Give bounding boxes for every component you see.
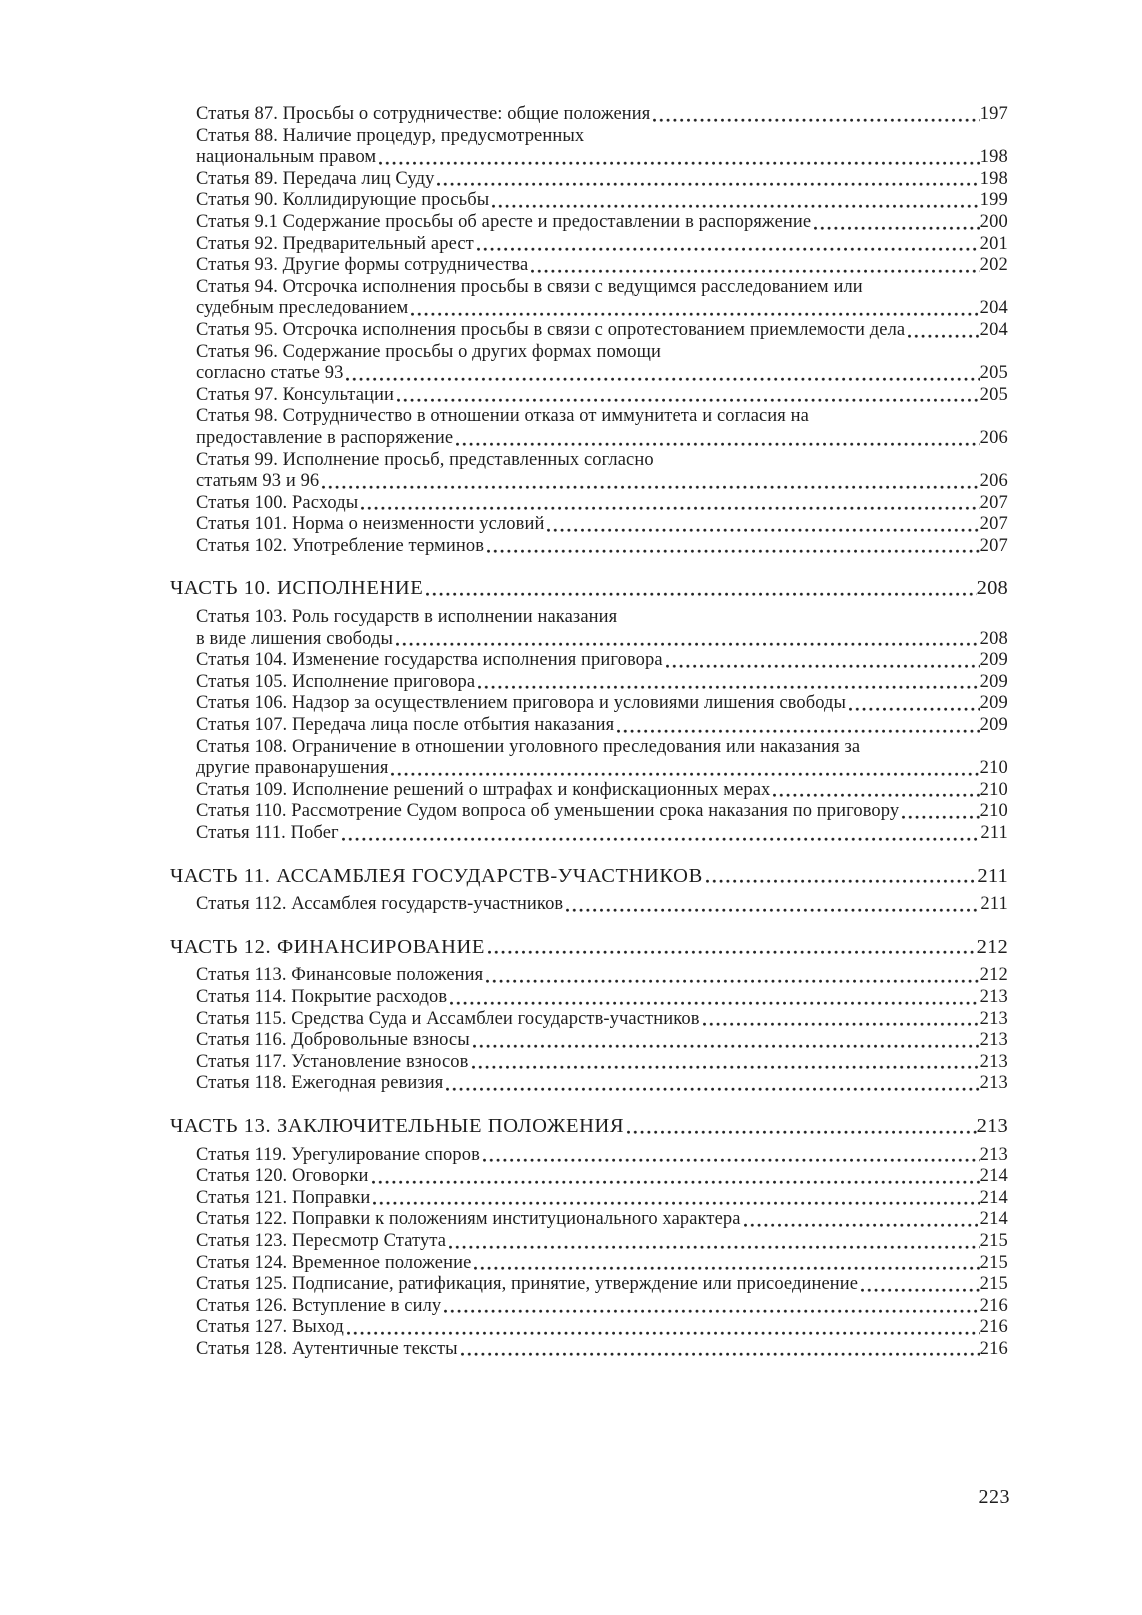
toc-entry-text: Статья 98. Сотрудничество в отношении отказа от иммунитета и согласия на xyxy=(196,406,809,427)
table-of-contents xyxy=(170,104,1008,1360)
toc-entry-page: 208 xyxy=(976,577,1008,600)
dotted-leader xyxy=(346,377,979,382)
toc-entry-page: 213 xyxy=(979,1008,1008,1029)
toc-entry-article xyxy=(170,1209,1008,1231)
toc-entry-page: 213 xyxy=(979,986,1008,1007)
toc-entry-article xyxy=(170,1052,1008,1074)
toc-entry-part xyxy=(170,1116,1008,1138)
dotted-leader xyxy=(908,334,979,339)
toc-entry-text: Статья 122. Поправки к положениям институционального характера xyxy=(196,1209,741,1230)
toc-entry-page: 211 xyxy=(977,864,1008,887)
toc-entry-page: 198 xyxy=(979,168,1008,189)
toc-entry-article xyxy=(170,1073,1008,1095)
toc-entry-page: 207 xyxy=(979,514,1008,535)
dotted-leader xyxy=(456,442,979,447)
toc-entry-text: Статья 89. Передача лиц Суду xyxy=(196,168,435,189)
toc-entry-page: 198 xyxy=(979,147,1008,168)
toc-entry-page: 215 xyxy=(979,1274,1008,1295)
dotted-leader xyxy=(653,118,979,123)
toc-entry-article xyxy=(170,801,1008,823)
toc-entry-text: Статья 106. Надзор за осуществлением приговора и условиями лишения свободы xyxy=(196,693,847,714)
toc-entry-article xyxy=(170,1030,1008,1052)
toc-entry-article xyxy=(170,1253,1008,1275)
toc-entry-text: Статья 103. Роль государств в исполнении наказания xyxy=(196,607,618,628)
toc-entry-page: 207 xyxy=(979,492,1008,513)
toc-entry-page: 199 xyxy=(979,190,1008,211)
toc-entry-text: Статья 104. Изменение государства исполнения приговора xyxy=(196,650,663,671)
toc-entry-text: Статья 120. Оговорки xyxy=(196,1166,369,1187)
toc-entry-page: 204 xyxy=(979,319,1008,340)
toc-entry-page: 214 xyxy=(979,1209,1008,1230)
dotted-leader xyxy=(488,950,977,955)
dotted-leader xyxy=(617,729,979,734)
toc-entry-page: 200 xyxy=(979,211,1008,232)
toc-entry-article xyxy=(170,342,1008,364)
dotted-leader xyxy=(773,793,979,798)
toc-entry-article xyxy=(170,536,1008,558)
toc-entry-article xyxy=(170,1188,1008,1210)
toc-entry-text: Статья 117. Установление взносов xyxy=(196,1051,469,1072)
dotted-leader xyxy=(449,1245,980,1250)
toc-entry-text: предоставление в распоряжение xyxy=(196,427,454,448)
toc-entry-article xyxy=(170,1166,1008,1188)
toc-entry-page: 216 xyxy=(979,1338,1008,1359)
toc-entry-page: 204 xyxy=(979,298,1008,319)
toc-entry-page: 208 xyxy=(979,628,1008,649)
toc-entry-article xyxy=(170,715,1008,737)
toc-entry-page: 206 xyxy=(979,427,1008,448)
toc-entry-article xyxy=(170,650,1008,672)
toc-entry-text: Статья 112. Ассамблея государств-участников xyxy=(196,894,564,915)
toc-entry-part xyxy=(170,937,1008,959)
toc-entry-article xyxy=(170,385,1008,407)
toc-entry-article xyxy=(170,450,1008,472)
dotted-leader xyxy=(372,1180,980,1185)
dotted-leader xyxy=(531,269,979,274)
toc-entry-page: 210 xyxy=(979,758,1008,779)
dotted-leader xyxy=(347,1331,980,1336)
toc-entry-text: статьям 93 и 96 xyxy=(196,471,320,492)
toc-entry-article xyxy=(170,987,1008,1009)
page-number: 223 xyxy=(978,1486,1010,1508)
toc-entry-article xyxy=(170,629,1008,651)
dotted-leader xyxy=(342,837,981,842)
dotted-leader xyxy=(478,685,979,690)
dotted-leader xyxy=(666,664,980,669)
toc-entry-article xyxy=(170,234,1008,256)
toc-entry-text: ЧАСТЬ 13. ЗАКЛЮЧИТЕЛЬНЫЕ ПОЛОЖЕНИЯ xyxy=(170,1114,625,1137)
toc-entry-text: другие правонарушения xyxy=(196,758,389,779)
toc-entry-page: 209 xyxy=(979,715,1008,736)
toc-entry-page: 209 xyxy=(979,671,1008,692)
toc-entry-text: Статья 119. Урегулирование споров xyxy=(196,1144,480,1165)
toc-entry-page: 209 xyxy=(979,693,1008,714)
dotted-leader xyxy=(391,772,979,777)
dotted-leader xyxy=(461,1352,980,1357)
toc-entry-article xyxy=(170,320,1008,342)
dotted-leader xyxy=(627,1130,976,1135)
toc-entry-article xyxy=(170,277,1008,299)
toc-entry-page: 212 xyxy=(979,965,1008,986)
toc-entry-text: Статья 121. Поправки xyxy=(196,1187,371,1208)
toc-entry-page: 197 xyxy=(979,104,1008,124)
toc-entry-article xyxy=(170,190,1008,212)
toc-entry-article xyxy=(170,514,1008,536)
toc-entry-page: 213 xyxy=(979,1051,1008,1072)
toc-entry-text: национальным правом xyxy=(196,147,377,168)
toc-entry-text: Статья 108. Ограничение в отношении уголовного преследования или наказания за xyxy=(196,736,861,757)
toc-entry-text: Статья 105. Исполнение приговора xyxy=(196,671,476,692)
toc-entry-text: Статья 109. Исполнение решений о штрафах и конфискационных мерах xyxy=(196,779,771,800)
toc-entry-text: Статья 95. Отсрочка исполнения просьбы в связи с опротестованием приемлемости дела xyxy=(196,319,906,340)
dotted-leader xyxy=(450,1001,979,1006)
toc-entry-text: Статья 111. Побег xyxy=(196,823,339,843)
toc-entry-page: 215 xyxy=(979,1230,1008,1251)
toc-entry-article xyxy=(170,212,1008,234)
toc-entry-article xyxy=(170,1145,1008,1167)
dotted-leader xyxy=(744,1223,980,1228)
toc-entry-page: 202 xyxy=(979,255,1008,276)
toc-entry-article xyxy=(170,298,1008,320)
toc-entry-article xyxy=(170,363,1008,385)
toc-entry-page: 214 xyxy=(979,1166,1008,1187)
toc-entry-article xyxy=(170,1339,1008,1361)
toc-entry-part xyxy=(170,866,1008,888)
toc-entry-text: Статья 107. Передача лица после отбытия наказания xyxy=(196,715,615,736)
toc-entry-article xyxy=(170,428,1008,450)
toc-entry-page: 205 xyxy=(979,384,1008,405)
dotted-leader xyxy=(397,398,980,403)
toc-entry-article xyxy=(170,471,1008,493)
toc-entry-article xyxy=(170,406,1008,428)
toc-entry-page: 211 xyxy=(980,823,1008,843)
dotted-leader xyxy=(361,506,979,511)
toc-entry-article xyxy=(170,255,1008,277)
toc-entry-page: 201 xyxy=(979,233,1008,254)
dotted-leader xyxy=(861,1288,980,1293)
toc-entry-text: ЧАСТЬ 10. ИСПОЛНЕНИЕ xyxy=(170,577,424,600)
toc-entry-article xyxy=(170,1274,1008,1296)
toc-entry-article xyxy=(170,1231,1008,1253)
toc-entry-article xyxy=(170,965,1008,987)
toc-entry-page: 206 xyxy=(979,471,1008,492)
dotted-leader xyxy=(472,1065,980,1070)
dotted-leader xyxy=(474,1266,979,1271)
toc-entry-article xyxy=(170,693,1008,715)
toc-entry-article xyxy=(170,104,1008,126)
toc-entry-article xyxy=(170,169,1008,191)
dotted-leader xyxy=(411,312,979,317)
toc-entry-article xyxy=(170,607,1008,629)
toc-entry-text: Статья 128. Аутентичные тексты xyxy=(196,1338,458,1359)
toc-entry-text: ЧАСТЬ 12. ФИНАНСИРОВАНИЕ xyxy=(170,935,486,958)
dotted-leader xyxy=(902,815,979,820)
toc-entry-text: Статья 126. Вступление в силу xyxy=(196,1295,442,1316)
dotted-leader xyxy=(566,908,980,913)
dotted-leader xyxy=(373,1201,979,1206)
toc-entry-text: Статья 124. Временное положение xyxy=(196,1252,472,1273)
toc-entry-text: Статья 97. Консультации xyxy=(196,384,395,405)
toc-entry-page: 213 xyxy=(979,1030,1008,1051)
dotted-leader xyxy=(322,485,979,490)
toc-entry-text: согласно статье 93 xyxy=(196,363,344,384)
dotted-leader xyxy=(477,247,980,252)
toc-entry-page: 213 xyxy=(979,1073,1008,1094)
toc-entry-text: Статья 123. Пересмотр Статута xyxy=(196,1230,447,1251)
toc-entry-text: Статья 101. Норма о неизменности условий xyxy=(196,514,545,535)
toc-entry-article xyxy=(170,737,1008,759)
toc-entry-article xyxy=(170,147,1008,169)
toc-entry-article xyxy=(170,894,1008,916)
toc-entry-page: 216 xyxy=(979,1295,1008,1316)
toc-entry-page: 210 xyxy=(979,801,1008,822)
toc-entry-part xyxy=(170,578,1008,600)
dotted-leader xyxy=(706,879,978,884)
toc-entry-text: Статья 90. Коллидирующие просьбы xyxy=(196,190,490,211)
dotted-leader xyxy=(483,1158,980,1163)
dotted-leader xyxy=(486,979,979,984)
toc-entry-text: ЧАСТЬ 11. АССАМБЛЕЯ ГОСУДАРСТВ-УЧАСТНИКОВ xyxy=(170,864,703,887)
toc-entry-article xyxy=(170,1009,1008,1031)
dotted-leader xyxy=(849,707,980,712)
toc-entry-text: Статья 100. Расходы xyxy=(196,492,359,513)
toc-entry-text: Статья 99. Исполнение просьб, представленных согласно xyxy=(196,449,654,470)
toc-entry-text: Статья 94. Отсрочка исполнения просьбы в связи с ведущимся расследованием или xyxy=(196,276,863,297)
toc-entry-page: 214 xyxy=(979,1187,1008,1208)
toc-entry-article xyxy=(170,1296,1008,1318)
toc-entry-text: Статья 88. Наличие процедур, предусмотренных xyxy=(196,125,585,146)
toc-entry-text: Статья 127. Выход xyxy=(196,1317,344,1338)
toc-entry-text: судебным преследованием xyxy=(196,298,409,319)
toc-entry-page: 210 xyxy=(979,779,1008,800)
toc-entry-text: Статья 113. Финансовые положения xyxy=(196,965,484,986)
dotted-leader xyxy=(814,226,979,231)
toc-entry-page: 211 xyxy=(980,894,1008,915)
dotted-leader xyxy=(379,161,979,166)
toc-entry-text: Статья 115. Средства Суда и Ассамблеи государств-участников xyxy=(196,1008,700,1029)
toc-entry-page: 215 xyxy=(979,1252,1008,1273)
toc-entry-text: Статья 110. Рассмотрение Судом вопроса об уменьшении срока наказания по приговору xyxy=(196,801,900,822)
toc-entry-article xyxy=(170,493,1008,515)
toc-entry-article xyxy=(170,780,1008,802)
toc-entry-page: 205 xyxy=(979,363,1008,384)
dotted-leader xyxy=(444,1309,979,1314)
toc-entry-text: Статья 87. Просьбы о сотрудничестве: общие положения xyxy=(196,104,651,124)
dotted-leader xyxy=(473,1044,980,1049)
dotted-leader xyxy=(426,592,976,597)
toc-entry-text: Статья 102. Употребление терминов xyxy=(196,535,485,556)
toc-entry-text: Статья 9.1 Содержание просьбы об аресте и предоставлении в распоряжение xyxy=(196,211,812,232)
toc-entry-text: Статья 96. Содержание просьбы о других формах помощи xyxy=(196,341,661,362)
dotted-leader xyxy=(437,182,979,187)
toc-entry-text: Статья 125. Подписание, ратификация, принятие, утверждение или присоединение xyxy=(196,1274,859,1295)
dotted-leader xyxy=(547,528,979,533)
toc-entry-article xyxy=(170,1317,1008,1339)
dotted-leader xyxy=(487,549,980,554)
toc-entry-article xyxy=(170,823,1008,845)
toc-entry-text: Статья 116. Добровольные взносы xyxy=(196,1030,470,1051)
toc-entry-text: Статья 114. Покрытие расходов xyxy=(196,986,448,1007)
toc-entry-page: 209 xyxy=(979,650,1008,671)
dotted-leader xyxy=(446,1087,979,1092)
toc-entry-page: 216 xyxy=(979,1317,1008,1338)
toc-entry-page: 213 xyxy=(979,1144,1008,1165)
toc-entry-page: 207 xyxy=(979,535,1008,556)
toc-entry-text: в виде лишения свободы xyxy=(196,628,394,649)
toc-entry-article xyxy=(170,126,1008,148)
toc-entry-page: 212 xyxy=(976,935,1008,958)
dotted-leader xyxy=(492,204,979,209)
toc-entry-text: Статья 93. Другие формы сотрудничества xyxy=(196,255,529,276)
toc-entry-page: 213 xyxy=(976,1114,1008,1137)
dotted-leader xyxy=(703,1022,980,1027)
dotted-leader xyxy=(396,642,980,647)
toc-entry-text: Статья 118. Ежегодная ревизия xyxy=(196,1073,444,1094)
toc-entry-text: Статья 92. Предварительный арест xyxy=(196,233,474,254)
toc-entry-article xyxy=(170,672,1008,694)
toc-entry-article xyxy=(170,758,1008,780)
